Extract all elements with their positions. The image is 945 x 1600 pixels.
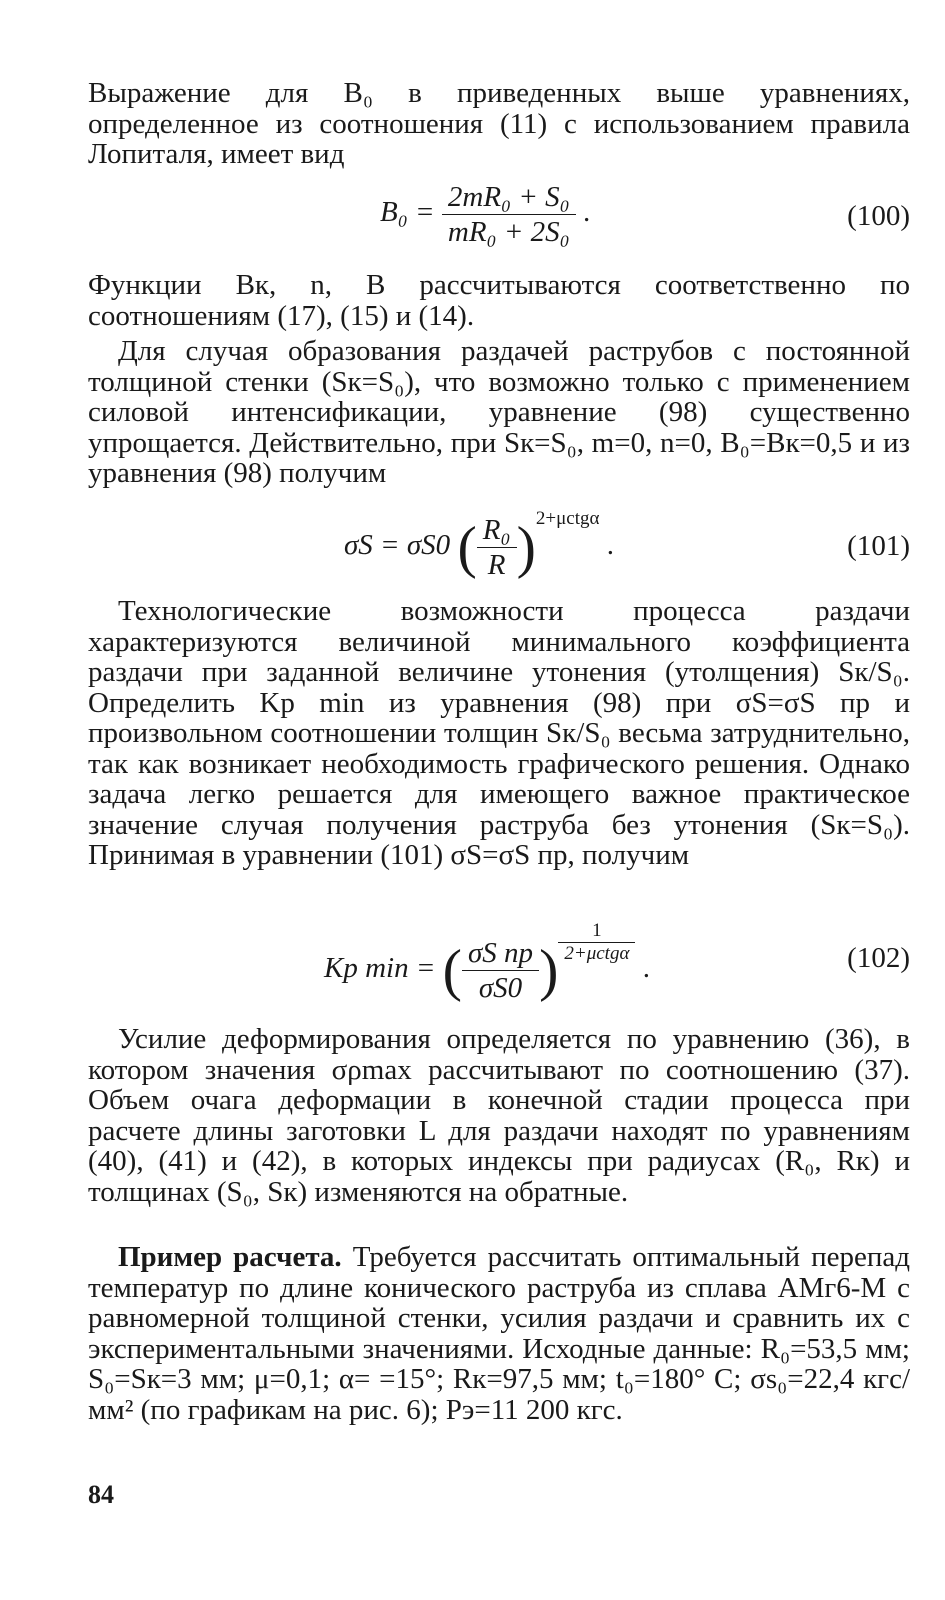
example-body: Требуется рассчитать оптимальный перепад температур по длине конического раструба из сплава АМг6-М с равномерной толщиной стенки, усилия раздачи и сравнить их с экспериментальными значениями. Исходные данные: R₀=53,5 мм; S₀=Sк=3 мм; μ=0,1; α= =15°; Rк=97,5 мм; t₀=180° С; σs₀=22,4 кгс/мм² (по графикам на рис. 6); Pэ=11 200 кгс. bbox=[88, 1241, 910, 1426]
eq102-fraction bbox=[462, 936, 539, 1005]
paragraph-4: Технологические возможности процесса раздачи характеризуются величиной минимального коэффициента раздачи при заданной величине утонения (утолщения) Sк/S₀. Определить Kр min из уравнения (98) при σS=σS пр и произвольном соотношении толщин Sк/S₀ весьма затруднительно, так как возникает необходимость графического решения. Однако задача легко решается для имеющего важное практическое значение случая получения раструба без утонения (Sк=S₀). Принимая в уравнении (101) σS=σS пр, получим bbox=[88, 595, 910, 871]
eq100-lhs: B₀ = bbox=[380, 196, 435, 229]
eq100-tail: . bbox=[583, 196, 591, 229]
equation-100 bbox=[88, 180, 910, 270]
paragraph-1: Выражение для B₀ в приведенных выше уравнениях, определенное из соотношения (11) с использованием правила Лопиталя, имеет вид bbox=[88, 77, 910, 170]
eq102-exponent bbox=[558, 920, 635, 965]
example-heading: Пример расчета. bbox=[118, 1241, 342, 1273]
eq102-exp-denominator: 2+μctgα bbox=[564, 943, 630, 964]
eq102-number: (102) bbox=[847, 942, 910, 974]
paragraph-6 bbox=[88, 1242, 910, 1425]
eq102-right-paren: ) bbox=[539, 937, 559, 1003]
eq102-exp-numerator: 1 bbox=[558, 920, 635, 943]
eq100-denominator: mR₀ + 2S₀ bbox=[447, 216, 570, 248]
paragraph-3: Для случая образования раздачей раструбов с постоянной толщиной стенки (Sк=S₀), что возможно только с применением силовой интенсификации, уравнение (98) существенно упрощается. Действительно, при Sк=S₀, m=0, n=0, B₀=Bк=0,5 и из уравнения (98) получим bbox=[88, 335, 910, 489]
eq101-fraction bbox=[477, 513, 517, 582]
equation-101 bbox=[88, 508, 910, 598]
eq101-numerator: R₀ bbox=[477, 513, 517, 548]
eq101-tail: . bbox=[606, 529, 614, 561]
equation-102 bbox=[88, 920, 910, 1010]
eq101-right-paren: ) bbox=[516, 514, 536, 580]
eq101-exponent: 2+μctgα bbox=[535, 508, 600, 529]
eq102-tail: . bbox=[642, 952, 650, 984]
eq100-number: (100) bbox=[847, 200, 910, 232]
eq102-numerator: σS пр bbox=[462, 936, 539, 971]
eq101-number: (101) bbox=[847, 530, 910, 562]
eq100-numerator: 2mR₀ + S₀ bbox=[442, 180, 576, 215]
paragraph-5: Усилие деформирования определяется по уравнению (36), в котором значения σρmax рассчитывают по соотношению (37). Объем очага деформации в конечной стадии процесса при расчете длины заготовки L для раздачи находят по уравнениям (40), (41) и (42), в которых индексы при радиусах (R₀, Rк) и толщинах (S₀, Sк) изменяются на обратные. bbox=[88, 1023, 910, 1208]
eq101-denominator: R bbox=[487, 548, 506, 581]
paragraph-2: Функции Bк, n, B рассчитываются соответственно по соотношениям (17), (15) и (14). bbox=[88, 269, 910, 332]
eq100-fraction bbox=[442, 180, 576, 249]
eq102-left-paren: ( bbox=[442, 937, 462, 1003]
page-number: 84 bbox=[88, 1480, 114, 1509]
eq101-left-paren: ( bbox=[457, 514, 477, 580]
eq102-denominator: σS0 bbox=[478, 971, 523, 1004]
eq102-lhs: Kp min = bbox=[324, 952, 436, 984]
eq101-lhs: σS = σS0 bbox=[344, 529, 451, 561]
